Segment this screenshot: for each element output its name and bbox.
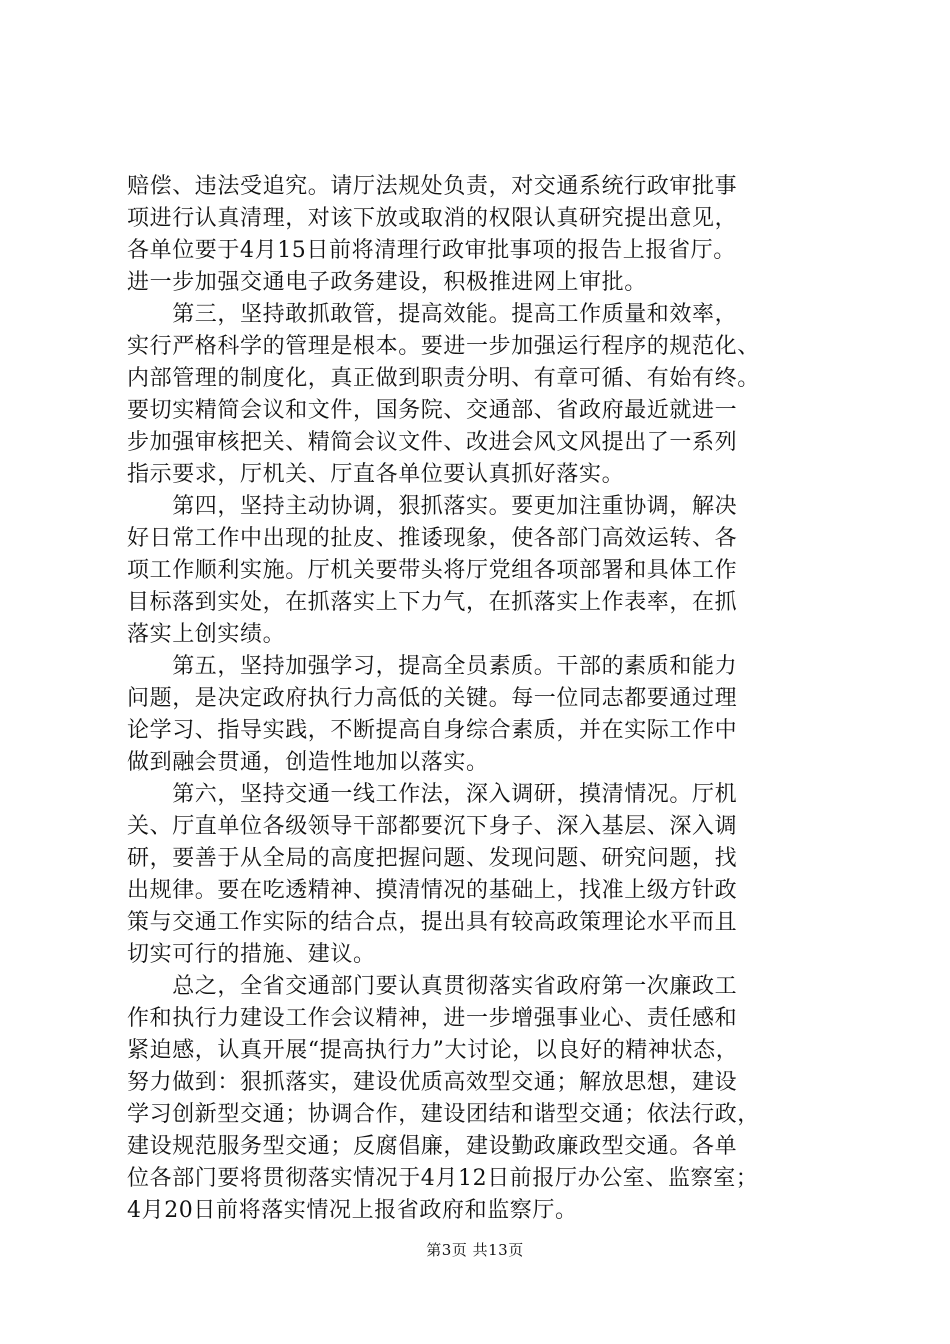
text-line: 问题，是决定政府执行力高低的关键。每一位同志都要通过理 [127,686,738,711]
text-line: 建设规范服务型交通；反腐倡廉，建设勤政廉政型交通。各单 [127,1134,738,1159]
text-line: 策与交通工作实际的结合点，提出具有较高政策理论水平而且 [127,910,738,935]
text-line: 学习创新型交通；协调合作，建设团结和谐型交通；依法行政， [127,1102,760,1127]
text-line: 切实可行的措施、建议。 [127,942,376,967]
text-line: 各单位要于4月15日前将清理行政审批事项的报告上报省厅。 [127,238,736,263]
text-line: 目标落到实处，在抓落实上下力气，在抓落实上作表率，在抓 [127,590,738,615]
text-line: 实行严格科学的管理是根本。要进一步加强运行程序的规范化、 [127,334,760,359]
text-line: 步加强审核把关、精简会议文件、改进会风文风提出了一系列 [127,430,738,455]
document-body [127,171,837,1227]
text-line: 努力做到：狠抓落实，建设优质高效型交通；解放思想，建设 [127,1070,738,1095]
text-line: 第六，坚持交通一线工作法，深入调研，摸清情况。厅机 [127,782,738,807]
text-line: 研，要善于从全局的高度把握问题、发现问题、研究问题，找 [127,846,738,871]
text-line: 第三，坚持敢抓敢管，提高效能。提高工作质量和效率， [127,302,738,327]
text-line: 总之，全省交通部门要认真贯彻落实省政府第一次廉政工 [127,974,738,999]
page-footer: 第3页 共13页 [426,1241,524,1259]
text-line: 落实上创实绩。 [127,622,286,647]
text-line: 出规律。要在吃透精神、摸清情况的基础上，找准上级方针政 [127,878,738,903]
text-line: 赔偿、违法受追究。请厅法规处负责，对交通系统行政审批事 [127,174,738,199]
text-line: 做到融会贯通，创造性地加以落实。 [127,750,489,775]
text-line: 内部管理的制度化，真正做到职责分明、有章可循、有始有终。 [127,366,760,391]
text-line: 项进行认真清理，对该下放或取消的权限认真研究提出意见， [127,206,738,231]
text-line: 4月20日前将落实情况上报省政府和监察厅。 [127,1198,578,1223]
text-line: 项工作顺利实施。厅机关要带头将厅党组各项部署和具体工作 [127,558,738,583]
text-line: 作和执行力建设工作会议精神，进一步增强事业心、责任感和 [127,1006,738,1031]
text-line: 指示要求，厅机关、厅直各单位要认真抓好落实。 [127,462,625,487]
text-line: 第五，坚持加强学习，提高全员素质。干部的素质和能力 [127,654,738,679]
text-line: 进一步加强交通电子政务建设，积极推进网上审批。 [127,270,647,295]
text-line: 要切实精简会议和文件，国务院、交通部、省政府最近就进一 [127,398,738,423]
text-line: 好日常工作中出现的扯皮、推诿现象，使各部门高效运转、各 [127,526,738,551]
text-line: 第四，坚持主动协调，狠抓落实。要更加注重协调，解决 [127,494,738,519]
text-line: 关、厅直单位各级领导干部都要沉下身子、深入基层、深入调 [127,814,738,839]
text-line: 位各部门要将贯彻落实情况于4月12日前报厅办公室、监察室； [127,1166,759,1191]
text-line: 论学习、指导实践，不断提高自身综合素质，并在实际工作中 [127,718,738,743]
text-line: 紧迫感，认真开展“提高执行力”大讨论，以良好的精神状态， [127,1038,739,1063]
